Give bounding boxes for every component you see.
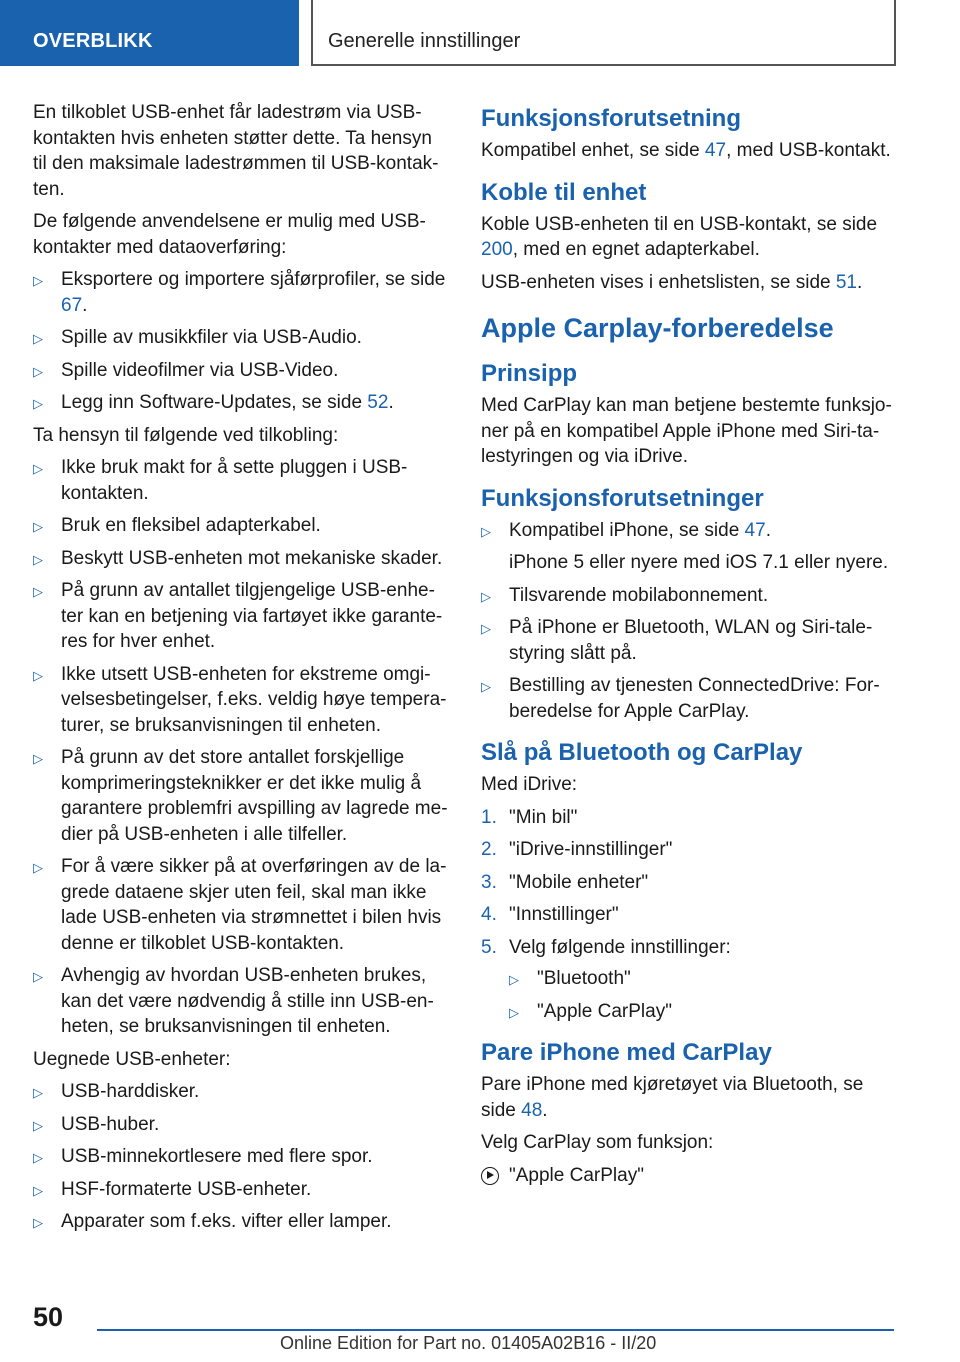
connect-paragraph: Koble USB-enheten til en USB-kontakt, se side 200, med en egnet adapterkabel. (481, 213, 878, 260)
header-bar (0, 0, 960, 66)
usb-charging-paragraph: En tilkoblet USB-enhet får ladestrøm via USB-kontakten hvis enheten støtter dette. Ta hensyn til den maksimale ladestrømmen til USB-kontak-ten. (33, 102, 439, 200)
page-link[interactable]: 51 (835, 271, 857, 293)
list-item: ▷ For å være sikker på at overføringen av de la-grede dataene skjer uten feil, skal man ikke lade USB-enheten via strømnettet i bilen hvis denne er tilkoblet USB-kontakten. (33, 856, 447, 954)
list-item: ▷ Legg inn Software-Updates, se side 52. (33, 390, 450, 416)
triangle-right-icon: ▷ (33, 751, 43, 766)
heading-requirement: Funksjonsforutsetning (481, 105, 741, 132)
triangle-right-icon: ▷ (33, 363, 43, 379)
page-link[interactable]: 48 (521, 1099, 543, 1121)
page-link[interactable]: 52 (367, 392, 389, 413)
triangle-right-icon: ▷ (33, 667, 43, 683)
triangle-right-icon: ▷ (481, 588, 491, 604)
step-item: 2. "iDrive-innstillinger" (481, 839, 673, 860)
caution-intro: Ta hensyn til følgende ved tilkobling: (33, 424, 339, 446)
triangle-right-icon: ▷ (481, 523, 491, 539)
play-circle-icon (481, 1167, 499, 1185)
uses-intro: De følgende anvendelsene er mulig med USB-kontakter med dataoverføring: (33, 211, 426, 258)
heading-pair-iphone: Pare iPhone med CarPlay (481, 1039, 772, 1066)
list-item: ▷ Bruk en fleksibel adapterkabel. (33, 513, 450, 539)
select-function-paragraph: Velg CarPlay som funksjon: (481, 1132, 714, 1153)
left-column (33, 100, 450, 1242)
pair-paragraph: Pare iPhone med kjøretøyet via Bluetooth, se side 48. (481, 1074, 864, 1121)
requirement-paragraph: Kompatibel enhet, se side 47, med USB-kontakt. (481, 140, 891, 161)
triangle-right-icon: ▷ (33, 396, 43, 411)
list-item: ▷ Eksportere og importere sjåførprofiler, se side 67. (33, 269, 446, 316)
list-item: ▷ På grunn av antallet tilgjengelige USB-enhe-ter kan en betjening via fartøyet ikke garante-res for hver enhet. (33, 580, 443, 652)
device-list-paragraph: USB-enheten vises i enhetslisten, se side 51. (481, 271, 863, 293)
triangle-right-icon: ▷ (509, 972, 519, 987)
page-link[interactable]: 47 (744, 519, 766, 541)
right-column (481, 104, 901, 1188)
heading-principle: Prinsipp (481, 360, 578, 387)
step-options (509, 966, 901, 1024)
step-item: 1. "Min bil" (481, 806, 578, 828)
triangle-right-icon: ▷ (481, 621, 491, 636)
triangle-right-icon: ▷ (33, 461, 43, 476)
triangle-right-icon: ▷ (33, 1215, 43, 1230)
list-item: ▷ Bestilling av tjenesten ConnectedDrive: For-beredelse for Apple CarPlay. (481, 675, 880, 722)
list-item: ▷ "Apple CarPlay" (509, 999, 901, 1025)
list-item: ▷ USB-minnekortlesere med flere spor. (33, 1144, 450, 1170)
chapter-tab[interactable]: OVERBLIKK (0, 0, 299, 66)
list-item: ▷ Spille av musikkfiler via USB-Audio. (33, 325, 450, 351)
triangle-right-icon: ▷ (33, 1182, 43, 1198)
list-item: ▷ Kompatibel iPhone, se side 47. iPhone 5 eller nyere med iOS 7.1 eller nyere. (481, 518, 901, 576)
heading-requirements: Funksjonsforutsetninger (481, 484, 764, 512)
list-item: ▷ Beskytt USB-enheten mot mekaniske skader. (33, 546, 450, 572)
page-link[interactable]: 67 (61, 294, 83, 316)
unsuitable-intro: Uegnede USB-enheter: (33, 1048, 231, 1070)
list-item: ▷ USB-harddisker. (33, 1079, 450, 1105)
idrive-intro: Med iDrive: (481, 774, 578, 795)
uses-list (33, 267, 450, 416)
heading-connect: Koble til enhet (481, 178, 647, 206)
heading-apple-carplay: Apple Carplay-forberedelse (481, 313, 834, 343)
requirements-list (481, 518, 901, 725)
footer-edition: Online Edition for Part no. 01405A02B16 - II/20 (280, 1333, 657, 1353)
caution-list (33, 455, 450, 1040)
principle-paragraph: Med CarPlay kan man betjene bestemte funksjo-ner på en kompatibel Apple iPhone med Siri-ta-lestyringen og via iDrive. (481, 395, 892, 467)
list-item: ▷ USB-huber. (33, 1112, 450, 1138)
list-item: ▷ Spille videofilmer via USB-Video. (33, 358, 450, 384)
list-item: ▷ Ikke utsett USB-enheten for ekstreme omgi-velsesbetingelser, f.eks. veldig høye tempera-turer, se bruksanvisningen til enheten. (33, 663, 447, 736)
list-item: ▷ Apparater som f.eks. vifter eller lamper. (33, 1209, 450, 1235)
triangle-right-icon: ▷ (33, 551, 43, 567)
step-item: 3. "Mobile enheter" (481, 871, 649, 893)
list-item: ▷ "Bluetooth" (509, 966, 901, 992)
triangle-right-icon: ▷ (33, 1085, 43, 1100)
list-item: ▷ HSF-formaterte USB-enheter. (33, 1177, 450, 1203)
step-item: 4. "Innstillinger" (481, 904, 619, 925)
list-item: ▷ Ikke bruk makt for å sette pluggen i USB-kontakten. (33, 457, 408, 504)
heading-bluetooth-carplay: Slå på Bluetooth og CarPlay (481, 739, 803, 766)
page-number: 50 (33, 1302, 64, 1332)
step-item: 5. Velg følgende innstillinger: ▷ "Bluetooth" ▷ "Apple CarPlay" (481, 935, 901, 1025)
section-title: Generelle innstillinger (311, 0, 896, 66)
page-link[interactable]: 47 (704, 140, 727, 161)
triangle-right-icon: ▷ (33, 584, 43, 599)
triangle-right-icon: ▷ (33, 1117, 43, 1133)
triangle-right-icon: ▷ (481, 679, 491, 694)
triangle-right-icon: ▷ (509, 1004, 519, 1020)
requirement-note: iPhone 5 eller nyere med iOS 7.1 eller nyere. (509, 552, 889, 573)
triangle-right-icon: ▷ (33, 331, 43, 346)
page-link[interactable]: 200 (481, 239, 513, 260)
triangle-right-icon: ▷ (33, 969, 43, 984)
footer-divider (97, 1329, 894, 1331)
triangle-right-icon: ▷ (33, 273, 43, 288)
list-item: ▷ På iPhone er Bluetooth, WLAN og Siri-tale-styring slått på. (481, 617, 873, 664)
unsuitable-list (33, 1079, 450, 1235)
triangle-right-icon: ▷ (33, 519, 43, 534)
select-option-row: "Apple CarPlay" (481, 1163, 901, 1189)
list-item: ▷ Tilsvarende mobilabonnement. (481, 583, 901, 609)
list-item: ▷ På grunn av det store antallet forskjellige komprimeringsteknikker er det ikke mulig å garantere problemfri avspilling av lagrede me-dier på USB-enheten i alle tilfeller. (33, 747, 448, 845)
list-item: ▷ Avhengig av hvordan USB-enheten brukes, kan det være nødvendig å stille inn USB-en-heten, se bruksanvisningen til enheten. (33, 965, 434, 1037)
steps-list (481, 805, 901, 1025)
triangle-right-icon: ▷ (33, 1150, 43, 1165)
triangle-right-icon: ▷ (33, 860, 43, 875)
